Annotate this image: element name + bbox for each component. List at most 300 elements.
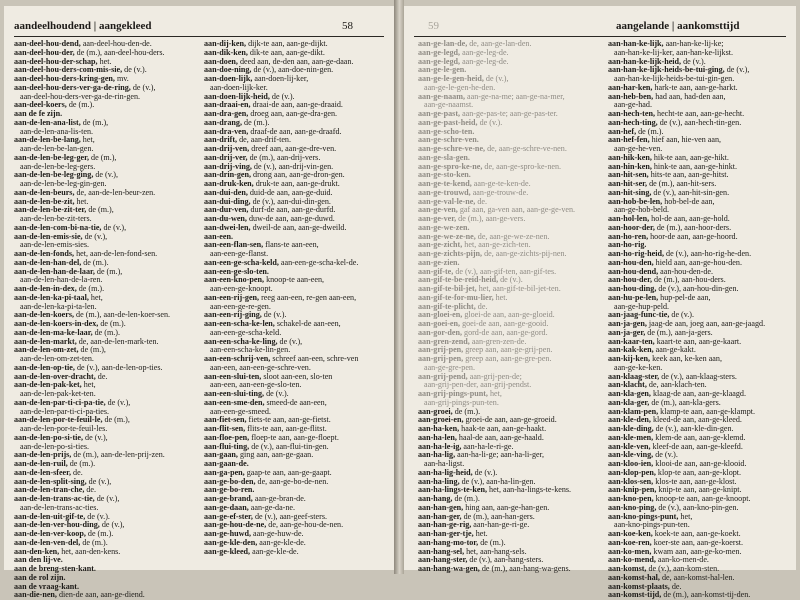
entry-forms: aan-ha-le-ri-ge. xyxy=(461,441,514,451)
entry-forms: haal-de aan, aan-ge-haald. xyxy=(456,432,544,442)
entry-headword: aan-de-len-trans-ac-tie, xyxy=(14,494,95,503)
entry-forms: de (v.). xyxy=(269,91,295,101)
entry-forms: de (v.). xyxy=(85,511,110,521)
entry-headword: aan-ge-bo-den, xyxy=(204,476,256,486)
entry-headword: aan-ge-brand, xyxy=(204,494,253,503)
entry-headword: aan-gloei-en, xyxy=(418,310,463,320)
entry-forms: hoor-de aan, aan-ge-hoord. xyxy=(648,231,738,241)
entry-headword: aan-ge-we-ze-ne, xyxy=(418,231,476,241)
entry-headword: aan-de-len-be-zit, xyxy=(14,196,75,206)
entry-headword: aan-jaag-func-tie, xyxy=(608,310,670,320)
entry-forms: de (m.), aan-ja-gers. xyxy=(645,327,713,337)
entry-forms: de (m.), aan-komst-tij-den. xyxy=(661,590,751,600)
entry-headword: aan-ge-val-le-ne, xyxy=(418,196,476,206)
entry-forms: gloei-de aan, aan-ge-gloeid. xyxy=(462,310,555,320)
entry-continuation-text: aan-een-ge-knoopt. xyxy=(210,284,273,293)
entry-headword: aan-hang, xyxy=(418,494,453,503)
entry-headword: aan-ga-pen, xyxy=(204,467,245,477)
entry-headword: aan-koe-ken, xyxy=(608,529,653,538)
entry-forms: de (m.), aan-de-len-koer-sen. xyxy=(74,310,171,320)
entry-forms: greep aan, aan-ge-grij-pen. xyxy=(463,345,553,355)
entry-forms: knip-te aan, aan-ge-knipt. xyxy=(656,485,742,495)
entry-forms: de (v.), xyxy=(99,520,125,530)
entry-forms: de (v.), aan-dui-din-gen. xyxy=(250,196,331,206)
entry-forms: aan-ge-pas-te; aan-ge-pas-ter. xyxy=(460,109,558,118)
entry-forms: de (m.), aan-ge-vers. xyxy=(456,214,526,223)
entry-continuation-text: aan-een-ge-scha-keld. xyxy=(210,327,282,337)
right-column-2 xyxy=(608,39,792,600)
entry-headword: aan-ge-zien. xyxy=(418,257,460,267)
entry-headword: aan-een. xyxy=(204,231,233,241)
entry-forms: de (v.), aan-doe-nin-gen. xyxy=(251,65,334,75)
entry-headword: aan-dur-ven, xyxy=(204,205,249,215)
entry-forms: knoop-te aan-een, xyxy=(264,275,325,285)
entry-continuation-text: aan-ge-he-ven. xyxy=(614,144,663,153)
entry-headword: aan-floe-pen, xyxy=(204,432,250,442)
entry-headword: aan-een-ge-scha-keld, xyxy=(204,257,279,267)
entry-forms: hol-de aan, aan-ge-hold. xyxy=(649,214,730,223)
entry-forms: de (v.), aan-de-len-op-ties. xyxy=(74,362,163,372)
entry-forms: reeg aan-een, re-gen aan-een, xyxy=(259,292,357,302)
entry-forms: de (v.), aan-klaag-sters. xyxy=(659,371,737,381)
entry-continuation-text: aan-een-ge-smeed. xyxy=(210,406,271,416)
entry-headword: aan-de-len-op-tie, xyxy=(14,362,75,372)
entry-continuation-text: aan-de-len-pak-ket-ten. xyxy=(20,389,96,398)
entry-headword: aan-hob-be-len, xyxy=(608,196,663,206)
entry-headword: aan-de-len-ver-hou-ding, xyxy=(14,520,100,530)
entry-forms: drong aan, aan-ge-dron-gen. xyxy=(251,170,345,180)
entry-headword: aan-han-ke-lijk, xyxy=(608,39,664,48)
entry-forms: de (m.), aan-drij-vers. xyxy=(247,152,321,162)
entry-headword: aan-klacht, xyxy=(608,380,647,390)
entry-forms: dreef aan, aan-ge-dre-ven. xyxy=(249,144,337,153)
entry-headword: aan-een-rij-gen, xyxy=(204,292,260,302)
entry-headword: aan-kla-gen, xyxy=(608,389,651,398)
entry-headword: aan-komst-tijd, xyxy=(608,590,662,600)
entry-forms: aan-ge-te-ken-de. xyxy=(471,179,531,188)
entry-headword: aan-hit-ser, xyxy=(608,179,648,188)
entry-forms: de (v.), aan-kno-pin-gen. xyxy=(656,502,739,512)
entry-headword: aan-ge-sto-ken. xyxy=(418,170,471,180)
entry-forms: de, aan-drif-ten. xyxy=(237,135,291,145)
entry-headword: aan-kno-pen, xyxy=(608,494,654,503)
entry-headword: aan-kak-ken, xyxy=(608,345,654,355)
entry-headword: aan-gaan-de. xyxy=(204,459,249,468)
entry-headword: aan-hik-ken, xyxy=(608,152,652,162)
entry-headword: aan-ge-we-zen. xyxy=(418,222,470,232)
entry-continuation-text: aan-de-len-por-te-feuil-les. xyxy=(20,424,108,433)
entry-forms: aan-deel-hou-den-de. xyxy=(80,39,152,48)
entry-forms: goei-de aan, aan-ge-gooid. xyxy=(460,319,549,328)
entry-forms: de (v.), xyxy=(83,432,108,442)
entry-headword: aan-de-len-prijs, xyxy=(14,450,72,460)
entry-headword: aan-gor-den, xyxy=(418,327,462,337)
entry-headword: aan-de-len-ka-pi-taal, xyxy=(14,292,89,302)
entry-headword: aan-dik-ken, xyxy=(204,47,248,57)
entry-forms: het, aan-de-len-fond-sen. xyxy=(74,249,158,258)
entry-headword: aan-ge-naam, xyxy=(418,91,465,101)
entry-headword: aan-flui-ting, xyxy=(204,441,250,451)
entry-headword: aan-ja-ger, xyxy=(608,327,646,337)
entry-forms: aan-ge-leg-de. xyxy=(460,56,509,66)
entry-forms: had aan, had-den aan, xyxy=(653,91,726,101)
entry-forms: hing aan, aan-ge-han-gen. xyxy=(463,502,550,512)
entry-headword: aan-ge-bo-ren. xyxy=(204,485,255,495)
entry-headword: aan-ge-kle-den, xyxy=(204,537,258,547)
right-column-1 xyxy=(418,39,598,573)
entry-forms: de. xyxy=(71,467,83,477)
entry-forms: het, aan-ha-lings-te-kens. xyxy=(487,485,572,495)
entry-headword: aan-ge-past-heid, xyxy=(418,117,478,127)
entry-forms: klaag-de aan, aan-ge-klaagd. xyxy=(650,389,746,398)
entry-headword: aan de fe zijn. xyxy=(14,109,63,118)
entry-forms: aan-ge-bran-de. xyxy=(252,494,306,503)
entry-forms: de (v.), xyxy=(94,494,120,503)
entry-forms: de, aan-klach-ten. xyxy=(646,380,707,390)
entry-forms: het, xyxy=(487,389,502,398)
entry-continuation-text: aan-de-len-par-ti-ci-pa-ties. xyxy=(20,406,110,416)
entry-headword: aan-ha-le-ig, xyxy=(418,441,462,451)
entry-forms: de (v.). xyxy=(261,310,287,320)
entry-forms: de (v.), aan-hang-sters. xyxy=(467,555,544,565)
entry-headword: aan-ja-gen, xyxy=(608,319,647,328)
entry-headword: aan-gif-te-plicht, xyxy=(418,301,476,311)
dictionary-entry xyxy=(608,591,792,600)
entry-headword: aan-hang-wa-gen, xyxy=(418,564,480,573)
entry-continuation-text: aan-de-len-ka-pi-ta-len. xyxy=(20,301,97,311)
entry-headword: aan-deel-hou-der-schap, xyxy=(14,56,98,66)
entry-headword: aan-grij-pings-punt, xyxy=(418,389,488,398)
entry-forms: droeg aan, aan-ge-dra-gen. xyxy=(248,109,338,118)
entry-continuation-text: aan-de-len-ana-lis-ten. xyxy=(20,126,94,136)
entry-forms: de (m.), aan-hit-sers. xyxy=(647,179,717,188)
entry-forms: de, aan-komst-hal-len. xyxy=(659,572,735,582)
entry-headword: aan-kle-ving, xyxy=(608,450,654,460)
entry-forms: de (m.), aan-han-gers. xyxy=(461,511,535,521)
entry-headword: aan de vraag-kant. xyxy=(14,581,79,591)
entry-forms: aan-ge-kle-de. xyxy=(250,546,299,556)
entry-headword: aan-ge-hou-de-ne, xyxy=(204,520,267,530)
entry-forms: koer-ste aan, aan-ge-koerst. xyxy=(651,537,743,547)
entry-headword: aan-ge-huwd, xyxy=(204,529,251,538)
entry-forms: de (v.). xyxy=(653,450,678,460)
entry-headword: aan-ha-lings-te-ken, xyxy=(418,485,488,495)
entry-forms: klos-te aan, aan-ge-klost. xyxy=(653,476,737,486)
entry-forms: de (m.), xyxy=(78,345,106,355)
entry-forms: de, aan-ge-spro-ke-nen. xyxy=(482,161,562,171)
entry-forms: de (m.), xyxy=(94,266,123,276)
entry-forms: de (m.). xyxy=(98,319,126,328)
entry-headword: aan-ha-ling, xyxy=(418,476,460,486)
entry-headword: aan-hu-pe-len, xyxy=(608,292,659,302)
entry-forms: de (v.), aan-hou-din-gen. xyxy=(656,284,739,293)
entry-forms: de (v.). xyxy=(477,117,503,127)
entry-forms: de (m.). xyxy=(452,494,480,503)
entry-forms: greep aan, aan-ge-gre-pen. xyxy=(463,354,552,363)
entry-headword: aan-kij-ken, xyxy=(608,354,651,363)
entry-headword: aan-de-len-in-dex, xyxy=(14,284,77,293)
entry-headword: aan-dui-den, xyxy=(204,187,248,197)
entry-headword: aan-klaag-ster, xyxy=(608,371,660,381)
entry-forms: de, aan-ge-lan-den. xyxy=(467,39,532,48)
entry-headword: aan-een-scha-ke-len, xyxy=(204,319,275,328)
entry-headword: aan-doen, xyxy=(204,56,238,66)
entry-headword: aan-grij-pen, xyxy=(418,345,464,355)
entry-headword: aan-hech-ten, xyxy=(608,109,655,118)
entry-headword: aan-gif-te-bil-jet, xyxy=(418,284,477,293)
entry-forms: keek aan, ke-ken aan, xyxy=(650,354,722,363)
entry-forms: de (v.), aan-flui-tin-gen. xyxy=(249,441,329,451)
entry-headword: aan-du-wen, xyxy=(204,214,247,223)
entry-forms: draai-de aan, aan-ge-draaid. xyxy=(250,100,343,110)
entry-headword: aan-ge-legd, xyxy=(418,47,461,57)
entry-forms: het, xyxy=(678,511,693,521)
entry-headword: aan-kaar-ten, xyxy=(608,336,655,346)
entry-headword: aan-de-len-ruil, xyxy=(14,459,68,468)
entry-forms: groei-de aan, aan-ge-groeid. xyxy=(463,415,557,425)
entry-headword: aan-die-nen, xyxy=(14,590,57,600)
entry-forms: aan-ge-kle-de. xyxy=(257,537,306,547)
entry-headword: aan-ge-schre-ven. xyxy=(418,135,479,145)
entry-forms: de (m.), aan-kla-gers. xyxy=(649,397,721,407)
entry-headword: aan-ge-ef-ster, xyxy=(204,511,253,521)
entry-forms: duw-de aan, aan-ge-duwd. xyxy=(246,214,335,223)
entry-headword: aan-ge-ven, xyxy=(418,205,458,215)
entry-forms: de (m.). xyxy=(80,537,108,547)
entry-headword: aan-gif-te-be-reid-heid, xyxy=(418,275,499,285)
entry-forms: de, aan-ge-zichts-pij-nen. xyxy=(482,249,567,258)
entry-headword: aan-de-len-koers-in-dex, xyxy=(14,319,99,328)
entry-forms: hits-te aan, aan-ge-hitst. xyxy=(648,170,729,180)
entry-headword: aan-ge-legd, xyxy=(418,56,461,66)
entry-headword: aan-ge-le-gen-heid, xyxy=(418,74,484,83)
entry-continuation-text: aan-de-len-be-leg-gin-gen. xyxy=(20,179,107,188)
entry-headword: aan-gif-te, xyxy=(418,266,454,276)
entry-forms: aan-ge-huw-de. xyxy=(251,529,304,538)
entry-forms: smeed-de aan-een, xyxy=(264,397,327,407)
entry-headword: aan-ge-te-kend, xyxy=(418,179,472,188)
entry-headword: aan-een-kno-pen, xyxy=(204,275,265,285)
entry-headword: aan-hou-ding, xyxy=(608,284,657,293)
entry-headword: aan-hit-sen, xyxy=(608,170,649,180)
entry-forms: schreef aan-een, schre-ven xyxy=(270,354,359,363)
entry-headword: aan-hou-den, xyxy=(608,257,654,267)
entry-forms: klamp-te aan, aan-ge-klampt. xyxy=(658,406,756,416)
entry-headword: aan-druk-ken, xyxy=(204,179,254,188)
entry-forms: het, xyxy=(80,135,95,145)
entry-headword: aan-ge-zicht, xyxy=(418,240,463,250)
entry-headword: aan den lij-ve. xyxy=(14,555,63,565)
entry-continuation-text: aan-grij-pen-der, aan-grij-pendst. xyxy=(424,380,532,390)
entry-headword: aan-de-len-ana-list, xyxy=(14,117,81,127)
entry-headword: aan-ge-trouwd, xyxy=(418,187,471,197)
entry-forms: de (m.). xyxy=(92,327,121,337)
entry-forms: het. xyxy=(493,292,508,302)
entry-headword: aan-ha-ken, xyxy=(418,424,460,433)
entry-forms: aan-ha-li-ge; aan-ha-li-ger, xyxy=(455,450,544,460)
entry-forms: deed aan, de-den aan, aan-ge-daan. xyxy=(237,56,354,66)
right-header-rule xyxy=(414,36,786,37)
entry-headword: aan-drij-ving, xyxy=(204,161,252,171)
entry-headword: aan-kle-ven, xyxy=(608,441,651,451)
entry-forms: aan-ge-na-me; aan-ge-na-mer, xyxy=(465,91,565,101)
entry-headword: aan-ge-spro-ke-ne, xyxy=(418,161,483,171)
entry-headword: aan de rol zijn. xyxy=(14,572,66,582)
entry-headword: aan-ha-lig, xyxy=(418,450,456,460)
entry-headword: aan-klam-pen, xyxy=(608,406,659,416)
entry-headword: aan-deel-koers, xyxy=(14,100,67,110)
entry-forms: de (v.), xyxy=(82,231,108,241)
entry-forms: het, xyxy=(88,292,103,302)
entry-continuation-text: aan-ge-naamst. xyxy=(424,100,474,110)
entry-headword: aan-een-slui-ting, xyxy=(204,389,265,398)
entry-headword: aan-de-len-be-zit-ter, xyxy=(14,205,87,215)
entry-forms: de (v.), xyxy=(277,336,303,346)
entry-forms: de (m.), xyxy=(86,205,114,215)
entry-forms: de (v.), aan-gif-ten, aan-gif-tes. xyxy=(453,266,557,276)
entry-headword: aan-draai-en, xyxy=(204,100,251,110)
entry-forms: flits-te aan, aan-ge-flitst. xyxy=(245,424,327,433)
entry-forms: de. xyxy=(95,371,108,381)
entry-headword: aan-de-len-ven-del, xyxy=(14,537,81,547)
entry-forms: de, aan-ge-bo-de-nen. xyxy=(255,476,329,486)
entry-headword: aan-han-ger, xyxy=(418,511,462,521)
entry-headword: aan-komst-hal, xyxy=(608,572,660,582)
entry-forms: hup-pel-de aan, xyxy=(658,292,711,302)
entry-headword: aan-de-len-koers, xyxy=(14,310,75,320)
entry-forms: het. xyxy=(473,529,488,538)
entry-forms: kleed-de aan, aan-ge-kleed. xyxy=(650,415,742,425)
entry-headword: aan-han-gen, xyxy=(418,502,464,512)
entry-headword: aan-ge-schre-ve-ne, xyxy=(418,144,486,153)
entry-headword: aan-den-ken, xyxy=(14,546,60,556)
entry-forms: hark-te aan, aan-ge-harkt. xyxy=(652,82,738,92)
entry-forms: de (m.). xyxy=(478,537,506,547)
entry-headword: aan-de-len-emis-sie, xyxy=(14,231,83,241)
entry-headword: aan-drij-ven, xyxy=(204,144,250,153)
entry-continuation-text: aan-een-ge-flanst. xyxy=(210,249,269,258)
entry-forms: aan-grij-pen-de; xyxy=(467,371,522,381)
entry-headword: aan-een-schrij-ven, xyxy=(204,354,271,363)
entry-headword: aan-knip-pen, xyxy=(608,485,657,495)
entry-headword: aan de breng-sten-kant. xyxy=(14,564,96,573)
entry-headword: aan-dra-gen, xyxy=(204,109,249,118)
entry-forms: schakel-de aan-een, xyxy=(274,319,341,328)
entry-headword: aan-de-len-ver-koop, xyxy=(14,529,86,538)
entry-headword: aan-een-scha-ke-ling, xyxy=(204,336,278,346)
entry-forms: de (v.). xyxy=(264,389,289,398)
entry-headword: aan-goei-en, xyxy=(418,319,461,328)
entry-forms: sloot aan-een, slo-ten xyxy=(261,371,333,381)
entry-headword: aan-de-len-han-del, xyxy=(14,257,82,267)
entry-headword: aan-han-ke-lijk-heid, xyxy=(608,56,682,66)
entry-headword: aan-heb-ben, xyxy=(608,91,654,101)
entry-forms: de, aan-de-len-mark-ten. xyxy=(76,336,159,346)
entry-forms: de (v.), xyxy=(130,82,156,92)
entry-continuation-text: aan-de-len-emis-sies. xyxy=(20,240,89,250)
entry-headword: aan-kno-ping, xyxy=(608,502,657,512)
entry-headword: aan-de-len-be-leg-ging, xyxy=(14,170,94,180)
entry-continuation-text: aan-han-ke-lij-ker, aan-han-ke-lijkst. xyxy=(614,47,733,57)
entry-headword: aan-ho-rig-heid, xyxy=(608,249,664,258)
entry-headword: aan-deel-hou-dend, xyxy=(14,39,81,48)
entry-headword: aan-een-rij-ging, xyxy=(204,310,262,320)
entry-forms: de (m.), aan-hang-wa-gens. xyxy=(479,564,571,573)
entry-forms: aan-ge-da-ne. xyxy=(248,502,296,512)
entry-continuation-text: aan-deel-hou-ders-ver-ga-de-rin-gen. xyxy=(20,91,141,101)
entry-forms: klooi-de aan, aan-ge-klooid. xyxy=(653,459,747,468)
entry-headword: aan-ge-lan-de, xyxy=(418,39,468,48)
entry-forms: hob-bel-de aan, xyxy=(662,196,715,206)
entry-forms: de (m.), xyxy=(102,415,130,425)
entry-headword: aan-han-ke-lijk-heids-be-tui-ging, xyxy=(608,65,725,75)
entry-forms: hink-te aan, aan-ge-hinkt. xyxy=(651,161,738,171)
entry-headword: aan-kloo-ien, xyxy=(608,459,654,468)
left-column-2 xyxy=(204,40,388,564)
entry-headword: aan-dra-ven, xyxy=(204,126,249,136)
entry-headword: aan-dij-ken, xyxy=(204,39,247,48)
entry-continuation-text: aan-de-len-be-zit-ters. xyxy=(20,214,92,223)
entry-forms: kleef-de aan, aan-ge-kleefd. xyxy=(650,441,743,451)
left-page xyxy=(4,6,395,600)
entry-headword: aan-deel-hou-der, xyxy=(14,47,75,57)
entry-headword: aan-klop-pen, xyxy=(608,467,656,477)
entry-headword: aan-de-len-beurs, xyxy=(14,187,75,197)
entry-forms: druk-te aan, aan-ge-drukt. xyxy=(253,179,340,188)
entry-headword: aan-doen-lijk, xyxy=(204,74,253,83)
entry-headword: aan-hou-dend, xyxy=(608,266,659,276)
entry-forms: koek-te aan, aan-ge-koekt. xyxy=(652,529,741,538)
entry-forms: de, aan-de-len-beur-zen. xyxy=(74,187,156,197)
entry-forms: de (m.). xyxy=(636,126,664,136)
entry-headword: aan-deel-hou-ders-ver-ga-de-ring, xyxy=(14,82,131,92)
entry-forms: hief aan, hie-ven aan, xyxy=(649,135,722,145)
entry-forms: hield aan, aan-ge-hou-den. xyxy=(653,257,742,267)
entry-continuation-text: aan-ge-hup-peld. xyxy=(614,301,670,311)
entry-forms: gaf aan, ga-ven aan, aan-ge-ge-ven. xyxy=(457,205,576,215)
entry-headword: aan-drang, xyxy=(204,117,243,127)
entry-forms: het, xyxy=(81,380,96,390)
entry-headword: aan-drift, xyxy=(204,135,238,145)
entry-forms: de. xyxy=(84,485,97,495)
entry-headword: aan-gren-zend, xyxy=(418,336,470,346)
entry-forms: de (m.). xyxy=(452,406,481,416)
entry-forms: de (v.), aan-ho-rig-he-den. xyxy=(664,249,752,258)
dictionary-entry xyxy=(204,548,388,557)
entry-headword: aan-de-len-fonds, xyxy=(14,249,75,258)
entry-continuation-text: aan-een-scha-ke-lin-gen. xyxy=(210,345,291,355)
entry-forms: aan-ge-trouw-de. xyxy=(470,187,529,197)
entry-headword: aan-ge-scho-ten. xyxy=(418,126,475,136)
entry-forms: aan-ko-men-de. xyxy=(655,555,709,565)
book-gutter xyxy=(394,0,404,574)
entry-headword: aan-een-sme-den, xyxy=(204,397,265,407)
entry-forms: het, aan-gif-te-bil-jet-ten. xyxy=(476,284,561,293)
entry-headword: aan-deel-hou-ders-kring-gen, xyxy=(14,74,115,83)
entry-headword: aan-hef, xyxy=(608,126,637,136)
entry-forms: draaf-de aan, aan-ge-draafd. xyxy=(248,126,342,136)
entry-continuation-text: aan-grij-pings-pun-ten. xyxy=(424,397,499,407)
entry-forms: de. xyxy=(475,301,488,311)
entry-headword: aan-de-len-uit-gif-te, xyxy=(14,511,86,521)
entry-headword: aan-kle-ding, xyxy=(608,424,654,433)
entry-headword: aan-een-slui-ten, xyxy=(204,371,262,381)
entry-continuation-text: aan-de-len-be-leg-gers. xyxy=(20,161,96,171)
entry-headword: aan-komst, xyxy=(608,564,647,573)
entry-headword: aan-ge-daan, xyxy=(204,502,249,512)
entry-headword: aan-een-flan-sen, xyxy=(204,240,264,250)
entry-headword: aan-ge-ver, xyxy=(418,214,457,223)
